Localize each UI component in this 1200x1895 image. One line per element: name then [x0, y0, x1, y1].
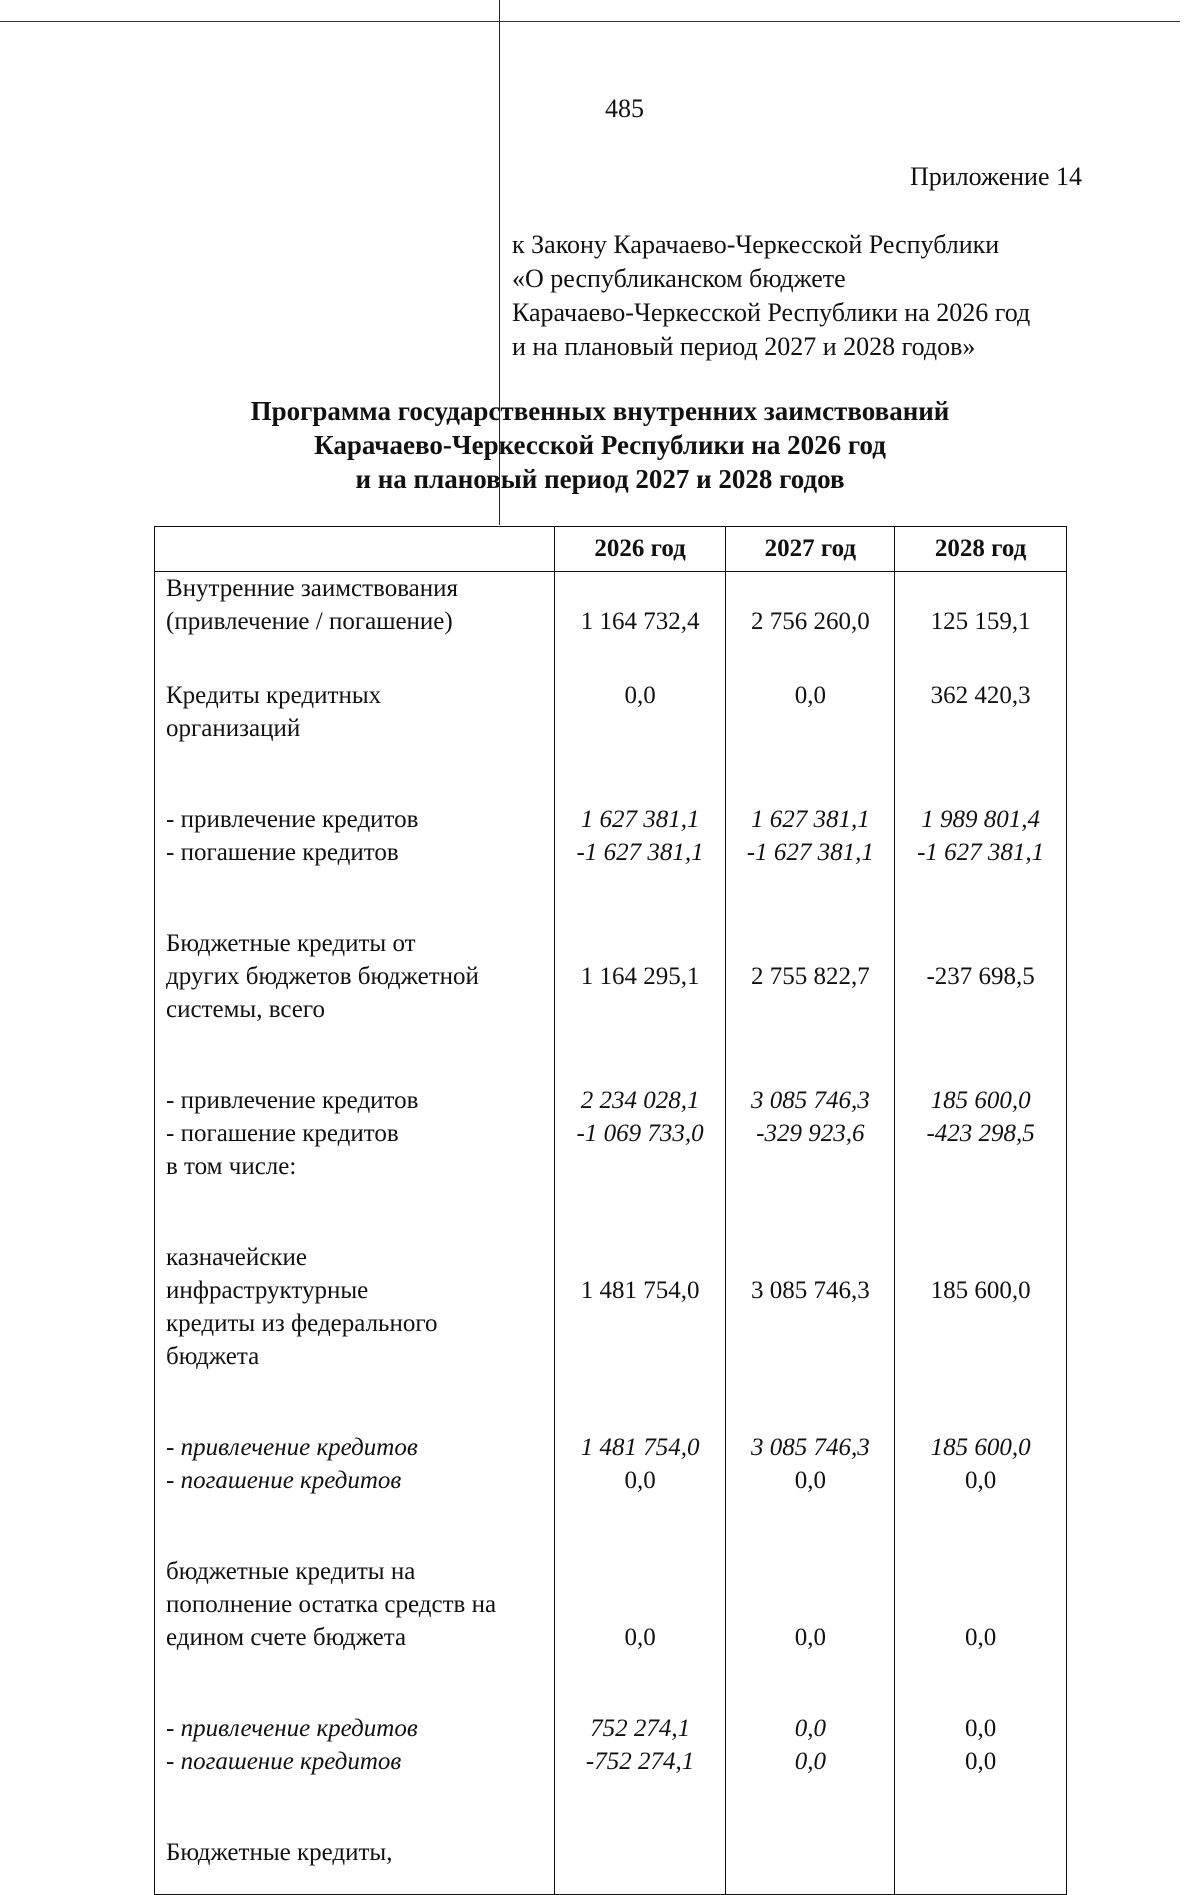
value-2026	[554, 572, 726, 647]
value-2027	[726, 1398, 895, 1522]
value-line: 0,0	[964, 1624, 997, 1651]
label-line: в том числе:	[166, 1153, 297, 1180]
value-line: 362 420,3	[930, 682, 1031, 709]
title-line: и на плановый период 2027 и 2028 годов	[355, 464, 845, 494]
value-line	[726, 646, 894, 679]
header-2027: 2027 год	[726, 527, 895, 572]
value-line	[555, 1208, 726, 1241]
value-line	[726, 1803, 894, 1836]
page-number: 485	[605, 94, 644, 123]
value-line	[726, 1398, 894, 1431]
label-line: (привлечение / погашение)	[166, 608, 453, 635]
label-line: казначейские	[166, 1244, 307, 1271]
value-line: 1 627 381,1	[750, 806, 870, 833]
label-line: - погашение кредитов	[166, 1120, 399, 1147]
value-2027	[726, 646, 895, 770]
table-row	[155, 894, 1067, 1051]
value-line	[555, 1803, 726, 1836]
row-label	[155, 646, 555, 770]
label-line	[166, 646, 554, 679]
value-2027	[726, 770, 895, 894]
label-line: системы, всего	[166, 996, 325, 1023]
value-line: 1 481 754,0	[580, 1434, 700, 1461]
law-ref-line: и на плановый период 2027 и 2028 годов»	[512, 332, 976, 361]
value-line	[555, 1588, 726, 1621]
label-line: - погашение кредитов	[166, 1467, 402, 1494]
table-row	[155, 1051, 1067, 1208]
value-line	[555, 894, 726, 927]
value-2026	[554, 646, 726, 770]
value-line	[895, 1555, 1066, 1588]
label-line: - привлечение кредитов	[166, 1434, 418, 1461]
value-line: 185 600,0	[930, 1277, 1031, 1304]
value-2026	[554, 1398, 726, 1522]
value-2028	[895, 770, 1067, 894]
label-line	[166, 894, 554, 927]
value-line: -1 069 733,0	[576, 1120, 704, 1147]
table-row	[155, 1803, 1067, 1895]
table-row	[155, 1398, 1067, 1522]
value-line	[895, 1836, 1066, 1869]
document-title	[150, 394, 1050, 496]
table-row	[155, 770, 1067, 894]
value-2027	[726, 1208, 895, 1398]
value-2028	[895, 1522, 1067, 1679]
row-label	[155, 770, 555, 894]
value-line: 1 164 732,4	[580, 608, 700, 635]
value-line	[726, 1555, 894, 1588]
value-line	[555, 1522, 726, 1555]
table-row	[155, 1679, 1067, 1803]
row-label	[155, 1208, 555, 1398]
header-2028: 2028 год	[895, 527, 1067, 572]
header-2026: 2026 год	[554, 527, 726, 572]
label-line: едином счете бюджета	[166, 1624, 407, 1651]
value-line: 0,0	[964, 1748, 997, 1775]
value-line	[895, 1522, 1066, 1555]
top-rule	[0, 21, 1180, 22]
value-line: 125 159,1	[930, 608, 1031, 635]
value-line: -423 298,5	[926, 1120, 1035, 1147]
value-line: 0,0	[964, 1715, 997, 1742]
label-line: - погашение кредитов	[166, 839, 399, 866]
value-2026	[554, 1679, 726, 1803]
value-2026	[554, 770, 726, 894]
table-row	[155, 1522, 1067, 1679]
value-line: 3 085 746,3	[750, 1087, 870, 1114]
value-line: 2 755 822,7	[750, 963, 870, 990]
value-line: 752 274,1	[590, 1715, 691, 1742]
row-label	[155, 1051, 555, 1208]
label-line	[166, 1679, 554, 1712]
value-line	[555, 1241, 726, 1274]
title-line: Карачаево-Черкесской Республики на 2026 год	[314, 430, 886, 460]
label-line	[166, 1803, 554, 1836]
value-line	[726, 1679, 894, 1712]
value-line: 1 989 801,4	[921, 806, 1040, 833]
label-line: бюджета	[166, 1343, 260, 1370]
value-2028	[895, 894, 1067, 1051]
label-line: Бюджетные кредиты от	[166, 930, 416, 957]
value-2028	[895, 1679, 1067, 1803]
label-line	[166, 1398, 554, 1431]
value-line	[555, 1836, 726, 1869]
row-label	[155, 1522, 555, 1679]
value-line	[895, 894, 1066, 927]
label-line: бюджетные кредиты на	[166, 1558, 416, 1585]
value-line: 3 085 746,3	[750, 1277, 870, 1304]
value-line: -237 698,5	[926, 963, 1035, 990]
row-label	[155, 1398, 555, 1522]
value-line: 2 756 260,0	[750, 608, 870, 635]
label-line: - привлечение кредитов	[166, 1087, 419, 1114]
value-line: 185 600,0	[930, 1434, 1031, 1461]
row-label	[155, 894, 555, 1051]
value-line: 1 481 754,0	[580, 1277, 700, 1304]
value-2028	[895, 1208, 1067, 1398]
law-ref-line: Карачаево-Черкесской Республики на 2026 год	[512, 298, 1031, 327]
value-2026	[554, 1051, 726, 1208]
value-line: -752 274,1	[585, 1748, 695, 1775]
label-line: инфраструктурные	[166, 1277, 369, 1304]
value-2028	[895, 1398, 1067, 1522]
law-reference	[512, 228, 1030, 364]
value-2026	[554, 1522, 726, 1679]
value-line	[555, 1051, 726, 1084]
value-2028	[895, 646, 1067, 770]
label-line	[166, 1051, 554, 1084]
value-2027	[726, 572, 895, 647]
value-2026	[554, 894, 726, 1051]
value-line	[555, 1679, 726, 1712]
value-line: 0,0	[624, 1467, 656, 1494]
value-line: 0,0	[624, 1624, 656, 1651]
value-line	[555, 927, 726, 960]
value-line	[895, 927, 1066, 960]
value-line	[895, 646, 1066, 679]
table-row	[155, 646, 1067, 770]
label-line	[166, 1522, 554, 1555]
value-line: 3 085 746,3	[750, 1434, 870, 1461]
value-line: -1 627 381,1	[576, 839, 704, 866]
value-line: 0,0	[794, 1748, 826, 1775]
value-line	[555, 646, 726, 679]
table-row	[155, 572, 1067, 647]
title-line: Программа государственных внутренних заимствований	[250, 396, 950, 426]
value-line	[555, 1555, 726, 1588]
value-line	[726, 1208, 894, 1241]
row-label	[155, 1803, 555, 1895]
value-line	[726, 894, 894, 927]
value-line	[895, 1803, 1066, 1836]
table-row	[155, 1208, 1067, 1398]
value-2027	[726, 1051, 895, 1208]
label-line: Бюджетные кредиты,	[166, 1839, 393, 1866]
value-line	[555, 770, 726, 803]
value-line: -1 627 381,1	[917, 839, 1045, 866]
value-line: -329 923,6	[756, 1120, 865, 1147]
value-line: 1 164 295,1	[580, 963, 700, 990]
value-line: 2 234 028,1	[580, 1087, 700, 1114]
label-line: Внутренние заимствования	[166, 575, 459, 602]
label-line: Кредиты кредитных	[166, 682, 382, 709]
value-2026	[554, 1803, 726, 1895]
value-line: 0,0	[794, 1624, 826, 1651]
value-2028	[895, 572, 1067, 647]
value-2028	[895, 1051, 1067, 1208]
value-2026	[554, 1208, 726, 1398]
value-line	[726, 770, 894, 803]
label-line: - привлечение кредитов	[166, 806, 419, 833]
table-header-row	[155, 527, 1067, 572]
label-line: - погашение кредитов	[166, 1748, 402, 1775]
value-line	[895, 1241, 1066, 1274]
row-label	[155, 1679, 555, 1803]
label-line: организаций	[166, 715, 301, 742]
header-label	[155, 527, 555, 572]
value-line	[726, 572, 894, 605]
value-line	[895, 572, 1066, 605]
value-line	[726, 1588, 894, 1621]
value-line: 0,0	[964, 1467, 997, 1494]
value-line	[895, 1051, 1066, 1084]
label-line: - привлечение кредитов	[166, 1715, 418, 1742]
value-2028	[895, 1803, 1067, 1895]
label-line: других бюджетов бюджетной	[166, 963, 479, 990]
law-ref-line: к Закону Карачаево-Черкесской Республики	[512, 230, 1000, 259]
value-line	[555, 572, 726, 605]
value-line	[726, 1522, 894, 1555]
label-line: кредиты из федерального	[166, 1310, 438, 1337]
value-line	[726, 1241, 894, 1274]
value-line	[895, 1208, 1066, 1241]
value-2027	[726, 1803, 895, 1895]
label-line	[166, 1208, 554, 1241]
value-line: 185 600,0	[930, 1087, 1031, 1114]
value-line	[895, 1398, 1066, 1431]
borrowings-table	[154, 526, 1067, 1895]
value-line: 0,0	[794, 682, 826, 709]
value-2027	[726, 1522, 895, 1679]
value-line	[895, 1588, 1066, 1621]
value-2027	[726, 1679, 895, 1803]
value-line: 0,0	[624, 682, 656, 709]
value-line	[555, 1398, 726, 1431]
value-line: 1 627 381,1	[580, 806, 700, 833]
value-line	[726, 1051, 894, 1084]
value-line: 0,0	[794, 1467, 826, 1494]
law-ref-line: «О республиканском бюджете	[512, 264, 846, 293]
value-line	[726, 1836, 894, 1869]
appendix-label: Приложение 14	[909, 162, 1082, 191]
value-line: 0,0	[794, 1715, 826, 1742]
label-line: пополнение остатка средств на	[166, 1591, 497, 1618]
value-line	[895, 770, 1066, 803]
value-line	[726, 927, 894, 960]
label-line	[166, 770, 554, 803]
value-line: -1 627 381,1	[746, 839, 874, 866]
table-body	[155, 572, 1067, 1895]
row-label	[155, 572, 555, 647]
value-line	[895, 1679, 1066, 1712]
value-2027	[726, 894, 895, 1051]
